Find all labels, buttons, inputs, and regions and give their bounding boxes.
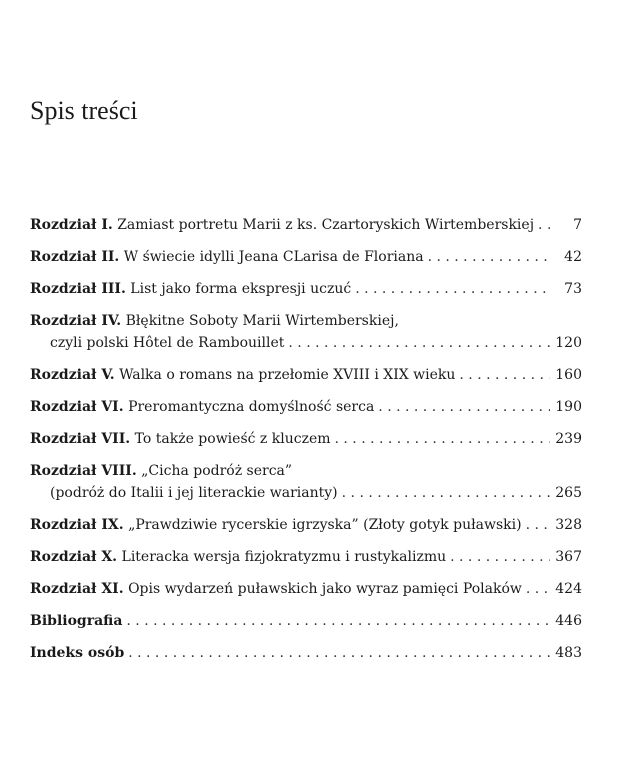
chapter-label: Rozdział V. [30, 367, 115, 383]
chapter-title: W świecie idylli Jeana CLarisa de Floriana [123, 249, 424, 265]
leader-dots [526, 578, 550, 600]
page-number: 120 [555, 335, 582, 351]
leader-dots [378, 396, 550, 418]
leader-dots [526, 514, 550, 536]
toc-entry-7[interactable] [30, 428, 582, 450]
page-number: 42 [564, 249, 582, 265]
toc-entry-index[interactable] [30, 642, 582, 664]
leader-dots [428, 246, 550, 268]
chapter-title: Preromantyczna domyślność serca [128, 399, 375, 415]
toc-entry-5[interactable] [30, 364, 582, 386]
chapter-label: Rozdział VI. [30, 399, 124, 415]
page-number: 73 [564, 281, 582, 297]
toc-entry-8[interactable] [30, 460, 582, 504]
chapter-label: Rozdział VIII. [30, 463, 137, 479]
toc-entry-3[interactable] [30, 278, 582, 300]
page-number: 424 [555, 581, 582, 597]
section-label: Bibliografia [30, 613, 123, 629]
chapter-title-continued: czyli polski Hôtel de Rambouillet [50, 335, 285, 351]
toc-entry-2[interactable] [30, 246, 582, 268]
chapter-title: „Cicha podróż serca” [141, 463, 293, 479]
page-number: 160 [555, 367, 582, 383]
chapter-title: „Prawdziwie rycerskie igrzyska” (Złoty gotyk puławski) [128, 517, 522, 533]
chapter-label: Rozdział IX. [30, 517, 124, 533]
leader-dots [459, 364, 550, 386]
leader-dots [128, 642, 550, 664]
chapter-title: To także powieść z kluczem [134, 431, 331, 447]
page-number: 483 [555, 645, 582, 661]
toc-entry-1[interactable] [30, 214, 582, 236]
chapter-label: Rozdział II. [30, 249, 120, 265]
chapter-label: Rozdział X. [30, 549, 118, 565]
toc-entry-bibliography[interactable] [30, 610, 582, 632]
leader-dots [335, 428, 551, 450]
leader-dots [355, 278, 550, 300]
toc-entry-10[interactable] [30, 546, 582, 568]
chapter-label: Rozdział VII. [30, 431, 131, 447]
chapter-label: Rozdział IV. [30, 313, 122, 329]
leader-dots [126, 610, 550, 632]
toc-entry-9[interactable] [30, 514, 582, 536]
toc-entry-4[interactable] [30, 310, 582, 354]
table-of-contents [30, 214, 582, 674]
chapter-title: Walka o romans na przełomie XVIII i XIX wieku [119, 367, 456, 383]
leader-dots [342, 482, 550, 504]
section-label: Indeks osób [30, 645, 125, 661]
leader-dots [538, 214, 550, 236]
page-number: 190 [555, 399, 582, 415]
page-number: 7 [573, 217, 582, 233]
chapter-title: Zamiast portretu Marii z ks. Czartoryskich Wirtemberskiej [117, 217, 535, 233]
toc-entry-11[interactable] [30, 578, 582, 600]
chapter-title: List jako forma ekspresji uczuć [130, 281, 352, 297]
page-number: 446 [555, 613, 582, 629]
page-number: 367 [555, 549, 582, 565]
page-number: 265 [555, 485, 582, 501]
chapter-title: Literacka wersja fizjokratyzmu i rustykalizmu [121, 549, 447, 565]
page-number: 239 [555, 431, 582, 447]
chapter-title-continued: (podróż do Italii i jej literackie warianty) [50, 485, 338, 501]
chapter-label: Rozdział III. [30, 281, 126, 297]
toc-entry-6[interactable] [30, 396, 582, 418]
chapter-title: Opis wydarzeń puławskich jako wyraz pamięci Polaków [128, 581, 522, 597]
page-title: Spis treści [30, 96, 138, 125]
page-number: 328 [555, 517, 582, 533]
chapter-title: Błękitne Soboty Marii Wirtemberskiej, [125, 313, 399, 329]
leader-dots [450, 546, 550, 568]
leader-dots [288, 332, 550, 354]
chapter-label: Rozdział XI. [30, 581, 124, 597]
chapter-label: Rozdział I. [30, 217, 113, 233]
